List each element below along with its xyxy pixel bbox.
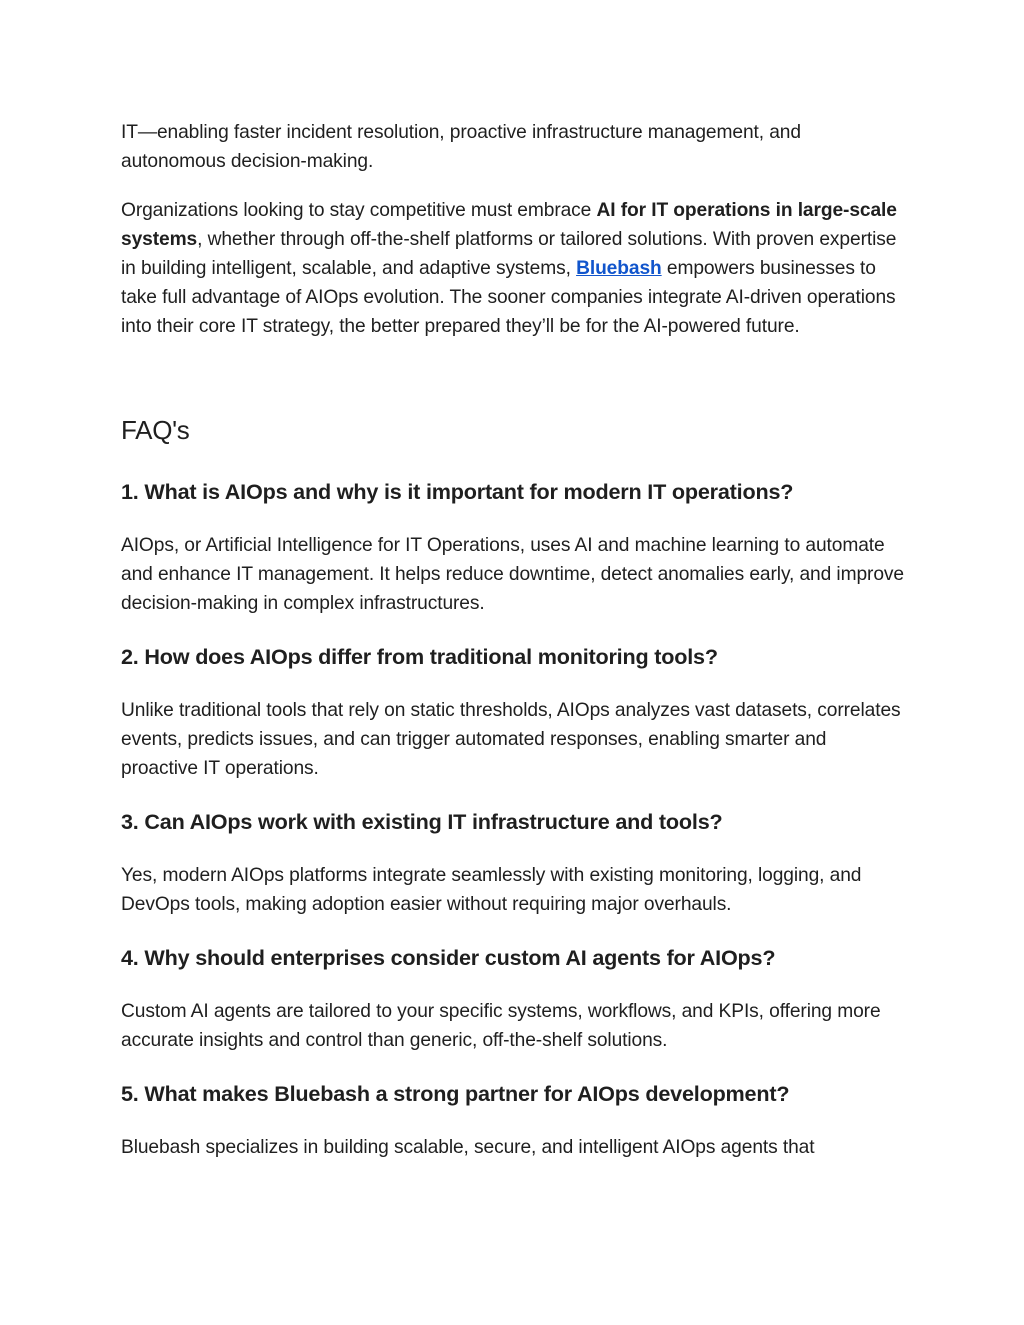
faq-answer: Custom AI agents are tailored to your specific systems, workflows, and KPIs, offering more accurate insights and control than generic, off-the-shelf solutions. bbox=[121, 1001, 881, 1051]
faq-item bbox=[121, 642, 907, 783]
closing-bold-phrase: AI for IT operations in large-scale systems bbox=[121, 200, 897, 250]
closing-paragraph bbox=[121, 196, 907, 341]
faq-item bbox=[121, 807, 907, 919]
closing-text-2: , whether through off-the-shelf platforms or tailored solutions. With proven expertise in building intelligent, scalable, and adaptive systems, bbox=[121, 229, 897, 279]
faq-answer: Unlike traditional tools that rely on static thresholds, AIOps analyzes vast datasets, correlates events, predicts issues, and can trigger automated responses, enabling smarter and proactive IT operations. bbox=[121, 700, 901, 779]
document-page bbox=[121, 118, 907, 1186]
faq-question: 2. How does AIOps differ from traditional monitoring tools? bbox=[121, 644, 718, 669]
faq-item bbox=[121, 477, 907, 618]
faq-question: 1. What is AIOps and why is it important for modern IT operations? bbox=[121, 479, 794, 504]
faq-answer: Bluebash specializes in building scalable, secure, and intelligent AIOps agents that bbox=[121, 1137, 815, 1158]
faq-answer: AIOps, or Artificial Intelligence for IT Operations, uses AI and machine learning to automate and enhance IT management. It helps reduce downtime, detect anomalies early, and improve decision-making in complex infrastructures. bbox=[121, 535, 904, 614]
closing-text-3: empowers businesses to take full advantage of AIOps evolution. The sooner companies integrate AI-driven operations into their core IT strategy, the better prepared they’ll be for the AI-powered future. bbox=[121, 258, 896, 337]
faq-item bbox=[121, 1079, 907, 1162]
faq-question: 4. Why should enterprises consider custom AI agents for AIOps? bbox=[121, 945, 776, 970]
bluebash-link[interactable]: Bluebash bbox=[576, 258, 662, 279]
faq-question: 5. What makes Bluebash a strong partner for AIOps development? bbox=[121, 1081, 790, 1106]
closing-text-1: Organizations looking to stay competitive must embrace bbox=[121, 200, 597, 221]
faq-list bbox=[121, 477, 907, 1162]
faq-heading: FAQ's bbox=[121, 415, 190, 445]
faq-answer: Yes, modern AIOps platforms integrate seamlessly with existing monitoring, logging, and DevOps tools, making adoption easier without requiring major overhauls. bbox=[121, 865, 862, 915]
faq-item bbox=[121, 943, 907, 1055]
faq-question: 3. Can AIOps work with existing IT infrastructure and tools? bbox=[121, 809, 723, 834]
intro-paragraph: IT—enabling faster incident resolution, proactive infrastructure management, and autonomous decision-making. bbox=[121, 122, 801, 172]
